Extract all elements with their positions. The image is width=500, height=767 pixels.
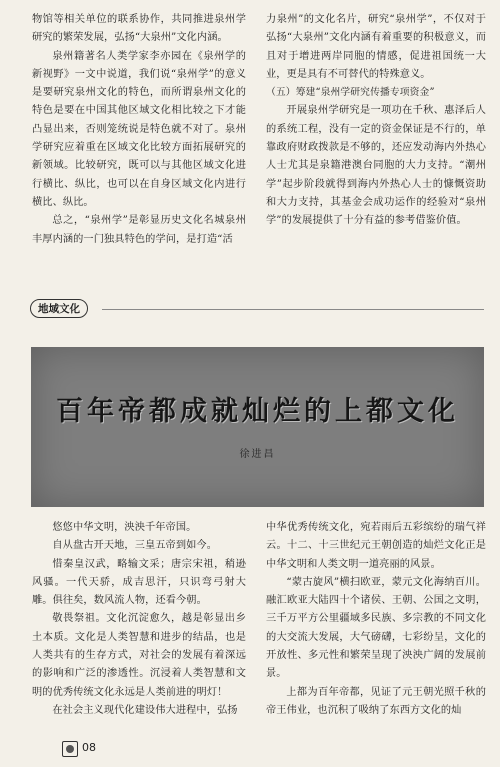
paragraph: 总之，“泉州学”是彰显历史文化名城泉州丰厚内涵的一门独具特色的学问，是打造“活 — [32, 215, 246, 245]
article-author: 徐进昌 — [239, 449, 276, 460]
subheading: （五）筹建“泉州学研究传播专项资金” — [266, 87, 435, 99]
top-left-column — [32, 11, 246, 249]
paragraph: 力泉州”的文化名片，研究“泉州学”，不仅对于弘扬“大泉州”文化内涵有着重要的积极意义，而且对于增进两岸同胞的情感，促进祖国统一大业，更是具有不可替代的特殊意义。 — [266, 14, 486, 80]
paragraph: 泉州籍著名人类学家李亦园在《泉州学的新视野》一文中说道，我们说“泉州学”的意义是要研究泉州文化的特色，而所谓泉州文化的特色是要在中国其他区域文化相比较之下才能凸显出来，否则笼统说是特色就不对了。泉州学研究应着重在区域文化比较方面拓展研究的新领域。比较研究，既可以与其他区域文化进行横比、纵比，也可以在自身区域文化内进行横比、纵比。 — [32, 50, 246, 208]
magazine-logo-icon — [62, 741, 78, 757]
section-divider — [102, 309, 484, 310]
paragraph: 上都为百年帝都，见证了元王朝光照千秋的帝王伟业，也沉积了吸纳了东西方文化的灿 — [266, 686, 486, 716]
paragraph: “蒙古旋风”横扫欧亚，蒙元文化海纳百川。融汇欧亚大陆四十个诸侯、王朝、公国之文明，三千万平方公里疆域多民族、多宗教的不同文化的大交流大发展，大气磅礴，七彩纷呈，文化的开放性、多元性和繁荣呈现了泱泱广阔的发展前景。 — [266, 576, 486, 680]
paragraph: 在社会主义现代化建设伟大进程中，弘扬 — [52, 704, 238, 716]
paragraph: 惜秦皇汉武，略输文采；唐宗宋祖，稍逊风骚。一代天骄，成吉思汗，只识弯弓射大雕。俱往矣，数风流人物，还看今朝。 — [32, 558, 246, 607]
paragraph: 敬畏祭祖。文化沉淀愈久，越是彰显出乡土本质。文化是人类智慧和进步的结晶，也是人类共有的生存方式，对社会的发展有着深远的影响和广泛的渗透性。沉浸着人类智慧和文明的优秀传统文化永远是人类前进的明灯！ — [32, 613, 246, 698]
article-banner — [31, 347, 484, 507]
paragraph: 自从盘古开天地，三皇五帝到如今。 — [52, 540, 217, 552]
bottom-right-column — [266, 519, 486, 720]
bottom-left-column — [32, 519, 246, 720]
paragraph: 中华优秀传统文化，宛若雨后五彩缤纷的瑞气祥云。十二、十三世纪元王朝创造的灿烂文化正是中华文明和人类文明一道亮丽的风景。 — [266, 522, 486, 570]
section-tag: 地域文化 — [30, 299, 88, 318]
top-right-column — [266, 11, 486, 231]
article-title: 百年帝都成就灿烂的上都文化 — [56, 396, 459, 427]
paragraph: 开展泉州学研究是一项功在千秋、惠泽后人的系统工程，没有一定的资金保证是不行的，单靠政府财政拨款是不够的，还应发动海内外热心人士尤其是泉籍港澳台同胞的大力支持。“潮州学”起步阶段就得到海内外热心人士的慷慨资助和大力支持，其基金会成功运作的经验对“泉州学”的发展提供了十分有益的参考借鉴价值。 — [266, 105, 486, 227]
page-number: 08 — [82, 741, 96, 754]
paragraph: 物馆等相关单位的联系协作，共同推进泉州学研究的繁荣发展，弘扬“大泉州”文化内涵。 — [32, 14, 246, 44]
paragraph: 悠悠中华文明，泱泱千年帝国。 — [52, 522, 197, 533]
